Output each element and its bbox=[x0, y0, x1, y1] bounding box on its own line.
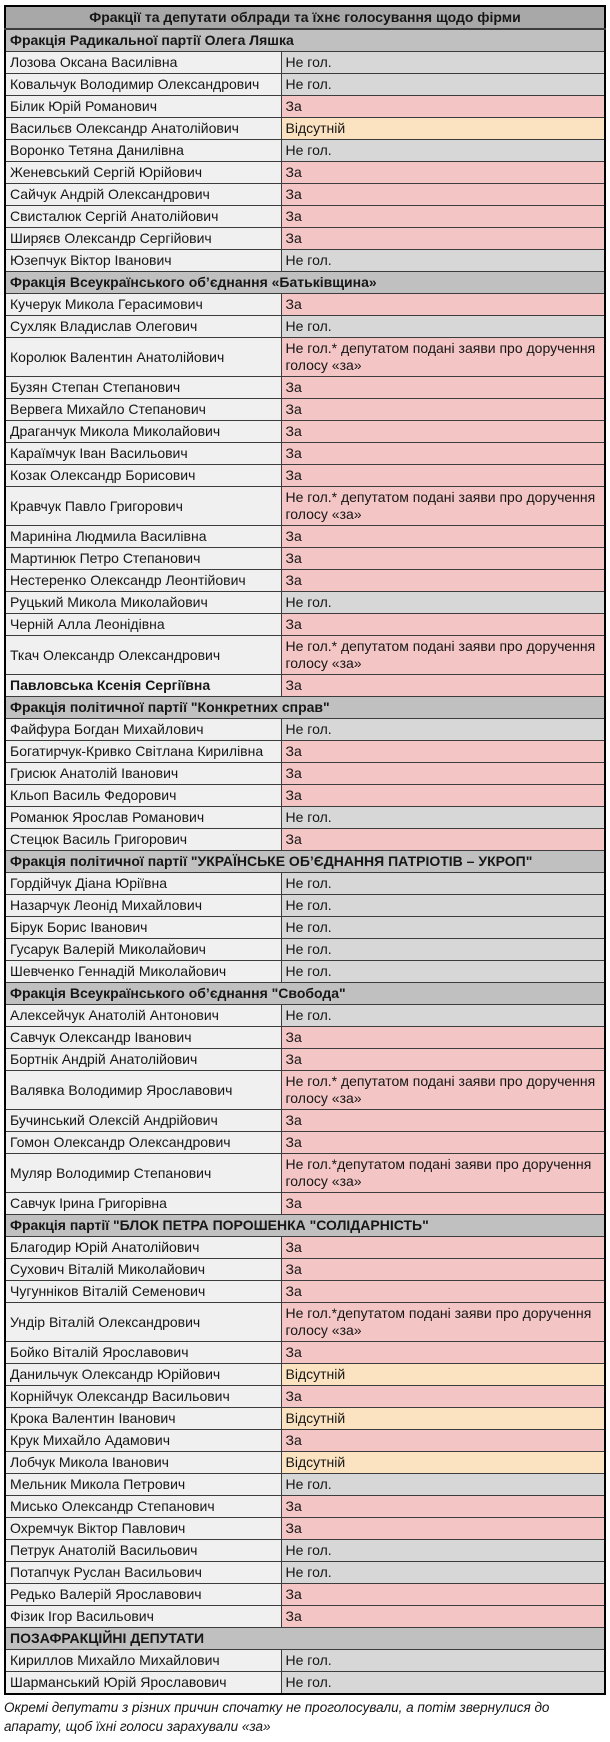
vote-cell: Не гол. bbox=[281, 939, 605, 961]
deputy-name-cell: Мариніна Людмила Василівна bbox=[5, 526, 281, 548]
deputy-name-cell: Кльоп Василь Федорович bbox=[5, 785, 281, 807]
deputy-row bbox=[5, 1562, 605, 1584]
vote-cell: За bbox=[281, 465, 605, 487]
vote-cell: За bbox=[281, 184, 605, 206]
section-header-row bbox=[5, 851, 605, 873]
deputy-name-cell: Гордійчук Діана Юріївна bbox=[5, 873, 281, 895]
deputy-row bbox=[5, 250, 605, 272]
deputy-row bbox=[5, 1303, 605, 1342]
deputy-name-cell: Ковальчук Володимир Олександрович bbox=[5, 74, 281, 96]
deputy-name-cell: Петрук Анатолій Васильович bbox=[5, 1540, 281, 1562]
deputy-name-cell: Сухляк Владислав Олегович bbox=[5, 316, 281, 338]
vote-cell: Не гол.*депутатом подані заяви про доручення голосу «за» bbox=[281, 1154, 605, 1193]
section-header-row bbox=[5, 697, 605, 719]
deputy-name-cell: Шевченко Геннадій Миколайович bbox=[5, 961, 281, 983]
deputy-name-cell: Сухович Віталій Миколайович bbox=[5, 1259, 281, 1281]
deputy-row bbox=[5, 74, 605, 96]
deputy-row bbox=[5, 1672, 605, 1695]
vote-cell: Не гол.* депутатом подані заяви про доручення голосу «за» bbox=[281, 338, 605, 377]
vote-cell: За bbox=[281, 1342, 605, 1364]
deputy-row bbox=[5, 465, 605, 487]
vote-cell: Не гол.*депутатом подані заяви про доручення голосу «за» bbox=[281, 1303, 605, 1342]
deputy-row bbox=[5, 1049, 605, 1071]
deputy-row bbox=[5, 206, 605, 228]
vote-cell: За bbox=[281, 1518, 605, 1540]
deputy-row bbox=[5, 829, 605, 851]
section-header-row bbox=[5, 29, 605, 52]
deputy-row bbox=[5, 52, 605, 74]
deputy-row bbox=[5, 961, 605, 983]
vote-cell: Відсутній bbox=[281, 1364, 605, 1386]
deputy-row bbox=[5, 1132, 605, 1154]
vote-cell: За bbox=[281, 421, 605, 443]
vote-cell: За bbox=[281, 829, 605, 851]
deputy-row bbox=[5, 1474, 605, 1496]
deputy-name-cell: Павловська Ксенія Сергіївна bbox=[5, 675, 281, 697]
vote-cell: Не гол. bbox=[281, 1540, 605, 1562]
deputy-row bbox=[5, 1452, 605, 1474]
deputy-name-cell: Савчук Ірина Григорівна bbox=[5, 1193, 281, 1215]
vote-cell: Не гол. bbox=[281, 140, 605, 162]
deputy-name-cell: Лозова Оксана Василівна bbox=[5, 52, 281, 74]
deputy-row bbox=[5, 1027, 605, 1049]
vote-cell: Відсутній bbox=[281, 1408, 605, 1430]
deputy-name-cell: Бучинський Олексій Андрійович bbox=[5, 1110, 281, 1132]
deputy-name-cell: Савчук Олександр Іванович bbox=[5, 1027, 281, 1049]
vote-cell: За bbox=[281, 206, 605, 228]
deputy-row bbox=[5, 1540, 605, 1562]
deputy-row bbox=[5, 228, 605, 250]
deputy-row bbox=[5, 785, 605, 807]
deputy-row bbox=[5, 443, 605, 465]
deputy-row bbox=[5, 614, 605, 636]
section-header-label: Фракція Всеукраїнського об’єднання "Свобода" bbox=[5, 983, 605, 1005]
vote-cell: За bbox=[281, 96, 605, 118]
deputy-row bbox=[5, 1342, 605, 1364]
vote-cell: Не гол. bbox=[281, 1672, 605, 1695]
deputy-name-cell: Мартинюк Петро Степанович bbox=[5, 548, 281, 570]
deputy-row bbox=[5, 636, 605, 675]
deputy-name-cell: Богатирчук-Кривко Світлана Кирилівна bbox=[5, 741, 281, 763]
deputy-row bbox=[5, 1110, 605, 1132]
vote-cell: Відсутній bbox=[281, 1452, 605, 1474]
section-header-row bbox=[5, 983, 605, 1005]
deputy-name-cell: Валявка Володимир Ярославович bbox=[5, 1071, 281, 1110]
vote-cell: За bbox=[281, 675, 605, 697]
vote-cell: За bbox=[281, 1237, 605, 1259]
vote-cell: Не гол. bbox=[281, 873, 605, 895]
deputy-name-cell: Стецюк Василь Григорович bbox=[5, 829, 281, 851]
deputy-name-cell: Ундір Віталій Олександрович bbox=[5, 1303, 281, 1342]
deputy-name-cell: Вервега Михайло Степанович bbox=[5, 399, 281, 421]
vote-cell: За bbox=[281, 1193, 605, 1215]
deputy-row bbox=[5, 1518, 605, 1540]
deputy-row bbox=[5, 1154, 605, 1193]
deputy-row bbox=[5, 548, 605, 570]
deputy-name-cell: Грисюк Анатолій Іванович bbox=[5, 763, 281, 785]
deputy-name-cell: Васильєв Олександр Анатолійович bbox=[5, 118, 281, 140]
section-header-label: Фракція Радикальної партії Олега Ляшка bbox=[5, 29, 605, 52]
deputy-name-cell: Ширяєв Олександр Сергійович bbox=[5, 228, 281, 250]
deputy-row bbox=[5, 570, 605, 592]
deputy-name-cell: Гусарук Валерій Миколайович bbox=[5, 939, 281, 961]
deputy-name-cell: Караїмчук Іван Васильович bbox=[5, 443, 281, 465]
vote-cell: За bbox=[281, 399, 605, 421]
vote-cell: Не гол. bbox=[281, 1005, 605, 1027]
deputy-name-cell: Охремчук Віктор Павлович bbox=[5, 1518, 281, 1540]
vote-cell: За bbox=[281, 741, 605, 763]
deputy-name-cell: Корнійчук Олександр Васильович bbox=[5, 1386, 281, 1408]
deputy-row bbox=[5, 162, 605, 184]
vote-cell: За bbox=[281, 1132, 605, 1154]
vote-cell: Не гол. bbox=[281, 961, 605, 983]
deputy-row bbox=[5, 807, 605, 829]
deputy-name-cell: Воронко Тетяна Данилівна bbox=[5, 140, 281, 162]
deputy-name-cell: Бортнік Андрій Анатолійович bbox=[5, 1049, 281, 1071]
vote-cell: За bbox=[281, 294, 605, 316]
deputy-row bbox=[5, 917, 605, 939]
deputy-row bbox=[5, 719, 605, 741]
deputy-row bbox=[5, 316, 605, 338]
deputy-name-cell: Нестеренко Олександр Леонтійович bbox=[5, 570, 281, 592]
vote-cell: За bbox=[281, 1049, 605, 1071]
deputy-name-cell: Кравчук Павло Григорович bbox=[5, 487, 281, 526]
vote-cell: За bbox=[281, 162, 605, 184]
section-header-label: Фракція партії "БЛОК ПЕТРА ПОРОШЕНКА "СОЛІДАРНІСТЬ" bbox=[5, 1215, 605, 1237]
deputy-name-cell: Муляр Володимир Степанович bbox=[5, 1154, 281, 1193]
deputy-row bbox=[5, 592, 605, 614]
section-header-label: ПОЗАФРАКЦІЙНІ ДЕПУТАТИ bbox=[5, 1628, 605, 1650]
deputy-row bbox=[5, 1496, 605, 1518]
deputy-name-cell: Бірук Борис Іванович bbox=[5, 917, 281, 939]
deputy-name-cell: Редько Валерій Ярославович bbox=[5, 1584, 281, 1606]
deputy-row bbox=[5, 1430, 605, 1452]
deputy-row bbox=[5, 1193, 605, 1215]
section-header-label: Фракція політичної партії "УКРАЇНСЬКЕ ОБ’ЄДНАННЯ ПАТРІОТІВ – УКРОП" bbox=[5, 851, 605, 873]
vote-cell: Не гол. bbox=[281, 316, 605, 338]
vote-cell: Не гол. bbox=[281, 1650, 605, 1672]
vote-cell: Не гол.* депутатом подані заяви про доручення голосу «за» bbox=[281, 487, 605, 526]
deputy-name-cell: Лобчук Микола Іванович bbox=[5, 1452, 281, 1474]
deputy-row bbox=[5, 1606, 605, 1628]
deputy-name-cell: Козак Олександр Борисович bbox=[5, 465, 281, 487]
vote-cell: Відсутній bbox=[281, 118, 605, 140]
deputy-row bbox=[5, 1408, 605, 1430]
deputy-name-cell: Потапчук Руслан Васильович bbox=[5, 1562, 281, 1584]
deputy-name-cell: Романюк Ярослав Романович bbox=[5, 807, 281, 829]
vote-cell: За bbox=[281, 228, 605, 250]
vote-cell: За bbox=[281, 763, 605, 785]
deputy-row bbox=[5, 1259, 605, 1281]
vote-cell: За bbox=[281, 1110, 605, 1132]
deputy-row bbox=[5, 1005, 605, 1027]
deputy-name-cell: Королюк Валентин Анатолійович bbox=[5, 338, 281, 377]
deputy-name-cell: Чугунніков Віталій Семенович bbox=[5, 1281, 281, 1303]
faction-table-body bbox=[5, 6, 605, 1694]
deputy-row bbox=[5, 184, 605, 206]
vote-cell: За bbox=[281, 1496, 605, 1518]
vote-cell: За bbox=[281, 785, 605, 807]
deputy-name-cell: Сайчук Андрій Олександрович bbox=[5, 184, 281, 206]
vote-cell: За bbox=[281, 1259, 605, 1281]
vote-cell: За bbox=[281, 526, 605, 548]
vote-cell: Не гол. bbox=[281, 1474, 605, 1496]
vote-cell: Не гол. bbox=[281, 250, 605, 272]
vote-cell: За bbox=[281, 1606, 605, 1628]
deputy-row bbox=[5, 1281, 605, 1303]
vote-cell: За bbox=[281, 614, 605, 636]
deputy-row bbox=[5, 526, 605, 548]
vote-cell: За bbox=[281, 1281, 605, 1303]
deputy-row bbox=[5, 421, 605, 443]
deputy-row bbox=[5, 763, 605, 785]
vote-cell: Не гол.* депутатом подані заяви про доручення голосу «за» bbox=[281, 1071, 605, 1110]
section-header-row bbox=[5, 1628, 605, 1650]
deputy-row bbox=[5, 140, 605, 162]
deputy-name-cell: Свисталюк Сергій Анатолійович bbox=[5, 206, 281, 228]
deputy-row bbox=[5, 338, 605, 377]
section-header-label: Фракція політичної партії "Конкретних справ" bbox=[5, 697, 605, 719]
deputy-row bbox=[5, 1386, 605, 1408]
deputy-row bbox=[5, 377, 605, 399]
vote-cell: За bbox=[281, 377, 605, 399]
faction-vote-table bbox=[4, 5, 606, 1695]
vote-cell: Не гол. bbox=[281, 895, 605, 917]
deputy-row bbox=[5, 399, 605, 421]
section-header-row bbox=[5, 1215, 605, 1237]
vote-cell: Не гол. bbox=[281, 719, 605, 741]
deputy-row bbox=[5, 895, 605, 917]
vote-cell: За bbox=[281, 1027, 605, 1049]
deputy-name-cell: Крук Михайло Адамович bbox=[5, 1430, 281, 1452]
deputy-name-cell: Гомон Олександр Олександрович bbox=[5, 1132, 281, 1154]
vote-cell: За bbox=[281, 443, 605, 465]
deputy-name-cell: Юзепчук Віктор Іванович bbox=[5, 250, 281, 272]
deputy-row bbox=[5, 1237, 605, 1259]
vote-cell: За bbox=[281, 548, 605, 570]
deputy-name-cell: Назарчук Леонід Михайлович bbox=[5, 895, 281, 917]
deputy-name-cell: Фізик Ігор Васильович bbox=[5, 1606, 281, 1628]
deputy-row bbox=[5, 118, 605, 140]
deputy-name-cell: Руцький Микола Миколайович bbox=[5, 592, 281, 614]
section-header-row bbox=[5, 272, 605, 294]
section-header-label: Фракція Всеукраїнського об’єднання «Батьківщина» bbox=[5, 272, 605, 294]
deputy-name-cell: Кириллов Михайло Михайлович bbox=[5, 1650, 281, 1672]
deputy-name-cell: Крока Валентин Іванович bbox=[5, 1408, 281, 1430]
vote-cell: Не гол. bbox=[281, 74, 605, 96]
vote-cell: За bbox=[281, 1386, 605, 1408]
deputy-row bbox=[5, 487, 605, 526]
vote-cell: Не гол. bbox=[281, 592, 605, 614]
deputy-name-cell: Білик Юрій Романович bbox=[5, 96, 281, 118]
deputy-name-cell: Женевський Сергій Юрійович bbox=[5, 162, 281, 184]
deputy-row bbox=[5, 939, 605, 961]
deputy-name-cell: Алексейчук Анатолій Антонович bbox=[5, 1005, 281, 1027]
table-title: Фракції та депутати облради та їхнє голосування щодо фірми bbox=[5, 6, 605, 29]
deputy-row bbox=[5, 741, 605, 763]
deputy-name-cell: Благодир Юрій Анатолійович bbox=[5, 1237, 281, 1259]
vote-cell: Не гол. bbox=[281, 1562, 605, 1584]
vote-cell: За bbox=[281, 1430, 605, 1452]
footnote: Окремі депутати з різних причин спочатку не проголосували, а потім звернулися до апарату, щоб їхні голоси зарахували «за» bbox=[4, 1700, 550, 1734]
vote-cell: За bbox=[281, 570, 605, 592]
deputy-row bbox=[5, 1584, 605, 1606]
vote-cell: Не гол.* депутатом подані заяви про доручення голосу «за» bbox=[281, 636, 605, 675]
deputy-name-cell: Файфура Богдан Михайлович bbox=[5, 719, 281, 741]
deputy-name-cell: Бойко Віталій Ярославович bbox=[5, 1342, 281, 1364]
deputy-row bbox=[5, 294, 605, 316]
vote-cell: Не гол. bbox=[281, 52, 605, 74]
deputy-name-cell: Шарманський Юрій Ярославович bbox=[5, 1672, 281, 1695]
deputy-row bbox=[5, 873, 605, 895]
deputy-name-cell: Ткач Олександр Олександрович bbox=[5, 636, 281, 675]
deputy-row bbox=[5, 1364, 605, 1386]
table-title-row bbox=[5, 6, 605, 29]
deputy-row bbox=[5, 1650, 605, 1672]
deputy-name-cell: Мисько Олександр Степанович bbox=[5, 1496, 281, 1518]
vote-cell: За bbox=[281, 1584, 605, 1606]
deputy-row bbox=[5, 675, 605, 697]
deputy-name-cell: Кучерук Микола Герасимович bbox=[5, 294, 281, 316]
deputy-row bbox=[5, 1071, 605, 1110]
vote-cell: Не гол. bbox=[281, 917, 605, 939]
deputy-row bbox=[5, 96, 605, 118]
deputy-name-cell: Черній Алла Леонідівна bbox=[5, 614, 281, 636]
deputy-name-cell: Драганчук Микола Миколайович bbox=[5, 421, 281, 443]
vote-cell: Не гол. bbox=[281, 807, 605, 829]
deputy-name-cell: Мельник Микола Петрович bbox=[5, 1474, 281, 1496]
deputy-name-cell: Бузян Степан Степанович bbox=[5, 377, 281, 399]
deputy-name-cell: Данильчук Олександр Юрійович bbox=[5, 1364, 281, 1386]
